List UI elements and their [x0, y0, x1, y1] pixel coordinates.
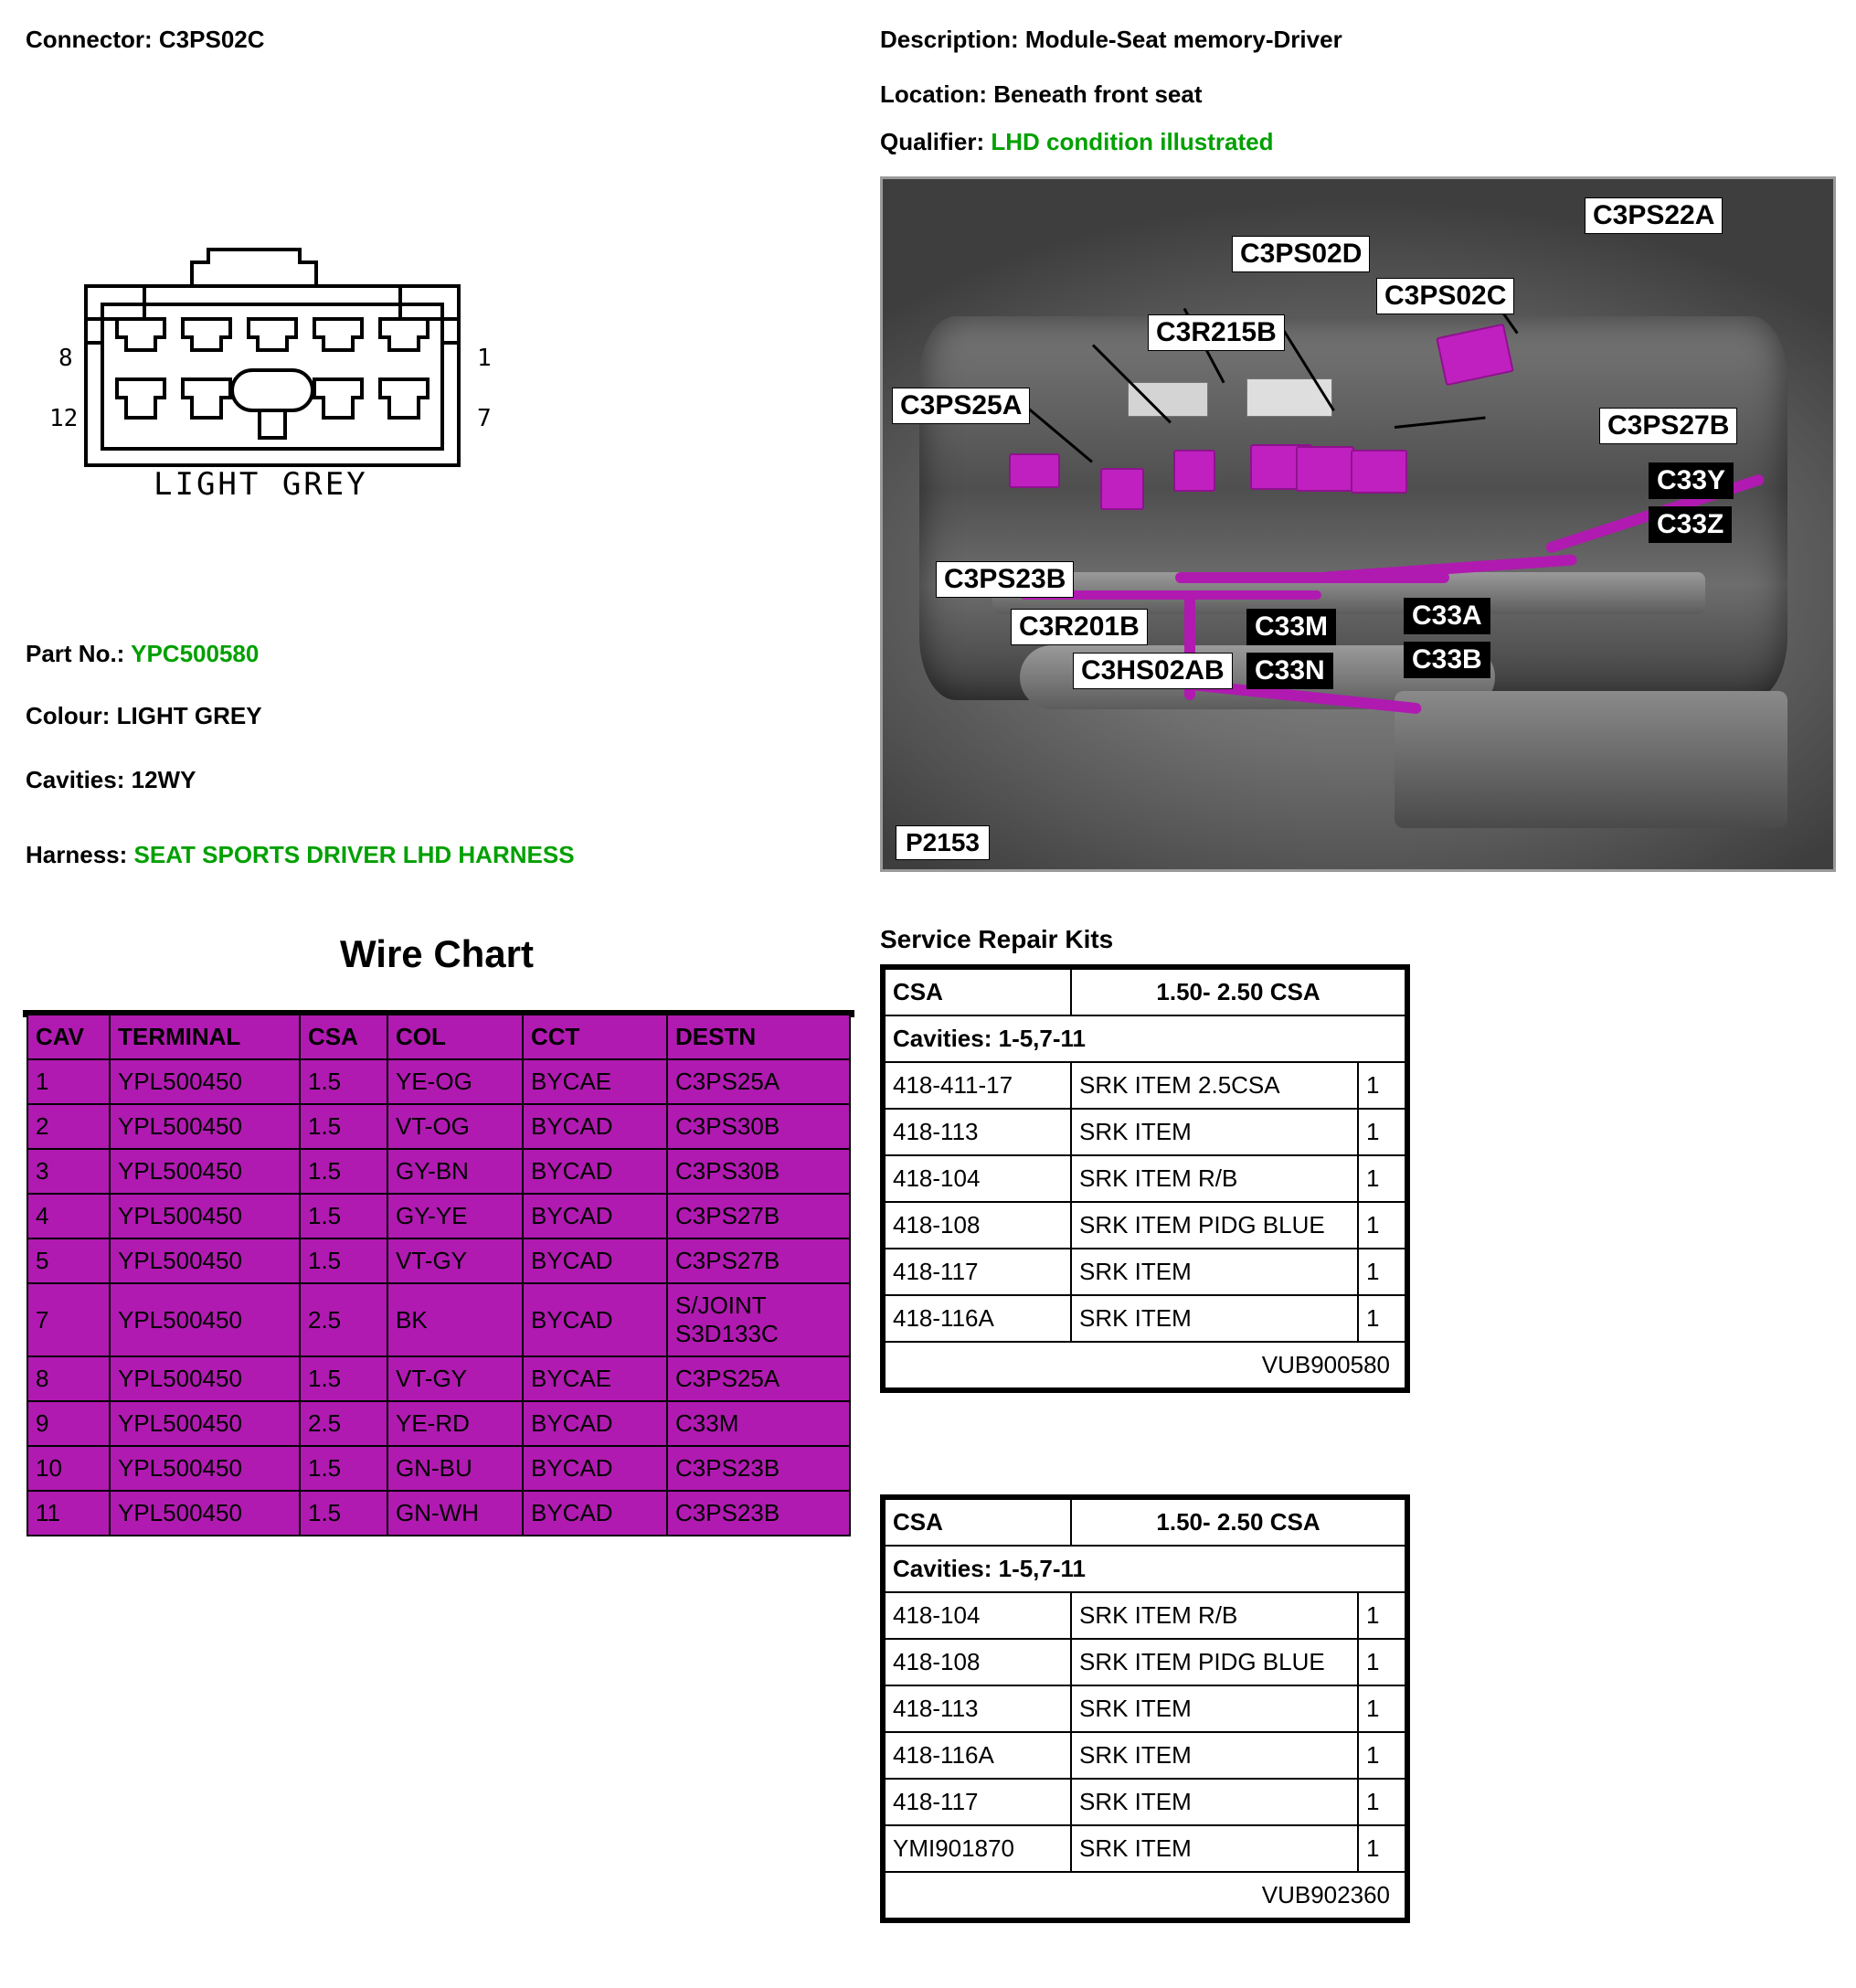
- srk-item-desc: SRK ITEM PIDG BLUE: [1071, 1202, 1358, 1249]
- part-no-value: YPC500580: [131, 640, 260, 667]
- wire-chart-container: [23, 1010, 854, 1526]
- cell-terminal: YPL500450: [110, 1059, 300, 1104]
- srk-item-code: 418-116A: [885, 1732, 1071, 1779]
- srk-item-desc: SRK ITEM: [1071, 1109, 1358, 1155]
- srk-item-qty: 1: [1358, 1592, 1405, 1639]
- wire-col-terminal: TERMINAL: [110, 1015, 300, 1059]
- cell-col: GY-YE: [387, 1194, 523, 1239]
- table-row: [27, 1356, 850, 1401]
- cell-csa: 1.5: [300, 1104, 387, 1149]
- cell-cav: 7: [27, 1283, 110, 1356]
- cell-cct: BYCAD: [523, 1401, 667, 1446]
- table-row: [27, 1446, 850, 1491]
- srk-csa-range: 1.50- 2.50 CSA: [1071, 1499, 1405, 1546]
- table-row: [27, 1194, 850, 1239]
- cell-terminal: YPL500450: [110, 1401, 300, 1446]
- table-row: [885, 1155, 1405, 1202]
- connector-block: [1351, 450, 1407, 494]
- cell-cav: 2: [27, 1104, 110, 1149]
- srk-item-qty: 1: [1358, 1109, 1405, 1155]
- callout-c3ps02c: C3PS02C: [1376, 278, 1514, 314]
- srk-kit-number: VUB900580: [885, 1342, 1405, 1388]
- srk-item-code: 418-113: [885, 1109, 1071, 1155]
- callout-c33a: C33A: [1404, 598, 1490, 634]
- cell-terminal: YPL500450: [110, 1283, 300, 1356]
- cell-csa: 2.5: [300, 1401, 387, 1446]
- srk-footer-row: [885, 1872, 1405, 1919]
- table-row: [27, 1401, 850, 1446]
- pin-label-12: 12: [49, 405, 79, 432]
- table-row: [27, 1239, 850, 1283]
- location-photo: [880, 176, 1836, 872]
- cell-cav: 4: [27, 1194, 110, 1239]
- cell-destn: C3PS23B: [667, 1446, 850, 1491]
- location-line: [880, 80, 1203, 109]
- callout-c33m: C33M: [1246, 609, 1336, 645]
- qualifier-label: Qualifier:: [880, 128, 985, 155]
- table-row: [885, 1732, 1405, 1779]
- callout-c3hs02ab: C3HS02AB: [1073, 653, 1233, 689]
- connector-value: C3PS02C: [158, 26, 265, 53]
- cell-cav: 10: [27, 1446, 110, 1491]
- table-row: [885, 1639, 1405, 1685]
- srk-item-qty: 1: [1358, 1685, 1405, 1732]
- srk-item-code: YMI901870: [885, 1825, 1071, 1872]
- table-row: [27, 1149, 850, 1194]
- srk-cavities: Cavities: 1-5,7-11: [885, 1546, 1405, 1592]
- srk-cavities-row: [885, 1015, 1405, 1062]
- srk-item-desc: SRK ITEM: [1071, 1685, 1358, 1732]
- cell-cct: BYCAD: [523, 1283, 667, 1356]
- cell-terminal: YPL500450: [110, 1446, 300, 1491]
- callout-c3r215b: C3R215B: [1148, 314, 1285, 351]
- table-row: [885, 1825, 1405, 1872]
- srk-item-code: 418-116A: [885, 1295, 1071, 1342]
- cell-terminal: YPL500450: [110, 1149, 300, 1194]
- cell-destn: S/JOINT S3D133C: [667, 1283, 850, 1356]
- cell-destn: C3PS25A: [667, 1356, 850, 1401]
- harness-label: Harness:: [26, 841, 128, 868]
- cell-destn: C3PS27B: [667, 1194, 850, 1239]
- callout-c3ps02d: C3PS02D: [1232, 236, 1370, 272]
- cavities-label: Cavities:: [26, 766, 125, 793]
- connector-block: [1173, 450, 1215, 492]
- grey-connector-shape: [1128, 382, 1208, 417]
- srk-header-row: [885, 969, 1405, 1015]
- srk-item-code: 418-108: [885, 1202, 1071, 1249]
- cell-terminal: YPL500450: [110, 1491, 300, 1536]
- cell-destn: C3PS23B: [667, 1491, 850, 1536]
- cell-col: VT-GY: [387, 1356, 523, 1401]
- srk-item-desc: SRK ITEM R/B: [1071, 1155, 1358, 1202]
- callout-c3ps23b: C3PS23B: [936, 561, 1074, 598]
- srk-item-code: 418-104: [885, 1155, 1071, 1202]
- cell-col: YE-OG: [387, 1059, 523, 1104]
- cell-col: VT-GY: [387, 1239, 523, 1283]
- cell-cav: 5: [27, 1239, 110, 1283]
- part-no-label: Part No.:: [26, 640, 125, 667]
- cell-destn: C3PS30B: [667, 1104, 850, 1149]
- connector-diagram: [26, 233, 519, 535]
- srk-csa-label: CSA: [885, 1499, 1071, 1546]
- table-row: [27, 1283, 850, 1356]
- srk-table-1: [884, 968, 1406, 1389]
- table-row: [885, 1295, 1405, 1342]
- wire-col-col: COL: [387, 1015, 523, 1059]
- connector-block: [1296, 446, 1354, 492]
- srk-item-qty: 1: [1358, 1639, 1405, 1685]
- location-label: Location:: [880, 80, 987, 108]
- qualifier-line: [880, 128, 1273, 156]
- cell-cav: 3: [27, 1149, 110, 1194]
- callout-c3ps25a: C3PS25A: [892, 388, 1030, 424]
- table-row: [885, 1685, 1405, 1732]
- cell-terminal: YPL500450: [110, 1239, 300, 1283]
- connector-block: [1009, 453, 1060, 488]
- callout-c3ps22a: C3PS22A: [1585, 197, 1723, 234]
- srk-item-desc: SRK ITEM: [1071, 1249, 1358, 1295]
- srk-item-qty: 1: [1358, 1062, 1405, 1109]
- srk-item-qty: 1: [1358, 1249, 1405, 1295]
- srk-item-code: 418-108: [885, 1639, 1071, 1685]
- connector-colour-caption: LIGHT GREY: [154, 466, 368, 503]
- cell-col: YE-RD: [387, 1401, 523, 1446]
- photo-reference-code: P2153: [896, 825, 990, 860]
- cell-destn: C3PS25A: [667, 1059, 850, 1104]
- pin-label-1: 1: [477, 345, 492, 372]
- cell-cct: BYCAD: [523, 1446, 667, 1491]
- cavities-value: 12WY: [131, 766, 196, 793]
- description-line: [880, 26, 1342, 54]
- cell-cav: 1: [27, 1059, 110, 1104]
- callout-c3ps27b: C3PS27B: [1599, 408, 1737, 444]
- location-value: Beneath front seat: [993, 80, 1203, 108]
- wire-col-cav: CAV: [27, 1015, 110, 1059]
- service-repair-kit-2: [880, 1494, 1410, 1923]
- cell-col: GN-WH: [387, 1491, 523, 1536]
- srk-item-desc: SRK ITEM: [1071, 1779, 1358, 1825]
- srk-item-desc: SRK ITEM PIDG BLUE: [1071, 1639, 1358, 1685]
- cavities-line: [26, 766, 196, 794]
- srk-item-qty: 1: [1358, 1732, 1405, 1779]
- table-row: [27, 1104, 850, 1149]
- table-row: [885, 1062, 1405, 1109]
- cell-terminal: YPL500450: [110, 1356, 300, 1401]
- cell-csa: 2.5: [300, 1283, 387, 1356]
- srk-table-2: [884, 1498, 1406, 1919]
- cell-cct: BYCAE: [523, 1059, 667, 1104]
- cell-destn: C3PS30B: [667, 1149, 850, 1194]
- srk-item-qty: 1: [1358, 1202, 1405, 1249]
- srk-item-code: 418-113: [885, 1685, 1071, 1732]
- srk-item-qty: 1: [1358, 1779, 1405, 1825]
- cell-cct: BYCAD: [523, 1104, 667, 1149]
- srk-item-code: 418-411-17: [885, 1062, 1071, 1109]
- srk-item-qty: 1: [1358, 1825, 1405, 1872]
- srk-item-desc: SRK ITEM: [1071, 1295, 1358, 1342]
- pin-label-8: 8: [58, 345, 73, 372]
- cell-destn: C3PS27B: [667, 1239, 850, 1283]
- srk-item-desc: SRK ITEM: [1071, 1825, 1358, 1872]
- srk-header-row: [885, 1499, 1405, 1546]
- callout-c33z: C33Z: [1649, 506, 1732, 543]
- cell-col: BK: [387, 1283, 523, 1356]
- connector-block: [1100, 468, 1144, 510]
- seat-base-shape: [1395, 691, 1787, 828]
- colour-label: Colour:: [26, 702, 111, 729]
- grey-connector-shape: [1246, 378, 1332, 417]
- cell-cct: BYCAD: [523, 1194, 667, 1239]
- cell-cav: 9: [27, 1401, 110, 1446]
- table-row: [885, 1109, 1405, 1155]
- harness-line: [26, 841, 575, 869]
- cell-cct: BYCAE: [523, 1356, 667, 1401]
- table-row: [885, 1592, 1405, 1639]
- pin-label-7: 7: [477, 405, 492, 432]
- cell-cct: BYCAD: [523, 1491, 667, 1536]
- srk-cavities-row: [885, 1546, 1405, 1592]
- cell-csa: 1.5: [300, 1491, 387, 1536]
- cell-cav: 8: [27, 1356, 110, 1401]
- harness-value: SEAT SPORTS DRIVER LHD HARNESS: [133, 841, 575, 868]
- srk-item-code: 418-104: [885, 1592, 1071, 1639]
- srk-item-desc: SRK ITEM R/B: [1071, 1592, 1358, 1639]
- table-row: [885, 1202, 1405, 1249]
- description-label: Description:: [880, 26, 1019, 53]
- cell-col: GY-BN: [387, 1149, 523, 1194]
- cell-csa: 1.5: [300, 1059, 387, 1104]
- description-value: Module-Seat memory-Driver: [1024, 26, 1342, 53]
- qualifier-value: LHD condition illustrated: [991, 128, 1274, 155]
- part-no-line: [26, 640, 259, 668]
- srk-cavities: Cavities: 1-5,7-11: [885, 1015, 1405, 1062]
- cell-destn: C33M: [667, 1401, 850, 1446]
- table-row: [27, 1491, 850, 1536]
- wire-col-cct: CCT: [523, 1015, 667, 1059]
- wire-chart-table: [27, 1014, 851, 1536]
- cell-cav: 11: [27, 1491, 110, 1536]
- callout-c3r201b: C3R201B: [1011, 609, 1148, 645]
- cell-col: VT-OG: [387, 1104, 523, 1149]
- cell-csa: 1.5: [300, 1149, 387, 1194]
- cell-cct: BYCAD: [523, 1239, 667, 1283]
- srk-item-code: 418-117: [885, 1249, 1071, 1295]
- cell-cct: BYCAD: [523, 1149, 667, 1194]
- srk-footer-row: [885, 1342, 1405, 1388]
- callout-c33n: C33N: [1246, 653, 1333, 689]
- wire-col-destn: DESTN: [667, 1015, 850, 1059]
- table-row: [27, 1059, 850, 1104]
- callout-c33y: C33Y: [1649, 462, 1734, 499]
- callout-c33b: C33B: [1404, 642, 1490, 678]
- srk-kit-number: VUB902360: [885, 1872, 1405, 1919]
- colour-value: LIGHT GREY: [116, 702, 262, 729]
- srk-item-qty: 1: [1358, 1295, 1405, 1342]
- srk-item-desc: SRK ITEM: [1071, 1732, 1358, 1779]
- connector-label: Connector:: [26, 26, 153, 53]
- service-repair-kits-title: Service Repair Kits: [880, 925, 1114, 953]
- wire-col-csa: CSA: [300, 1015, 387, 1059]
- srk-item-code: 418-117: [885, 1779, 1071, 1825]
- cell-csa: 1.5: [300, 1356, 387, 1401]
- srk-csa-range: 1.50- 2.50 CSA: [1071, 969, 1405, 1015]
- cell-terminal: YPL500450: [110, 1194, 300, 1239]
- cell-csa: 1.5: [300, 1239, 387, 1283]
- wire-chart-header-row: [27, 1015, 850, 1059]
- cell-csa: 1.5: [300, 1446, 387, 1491]
- srk-csa-label: CSA: [885, 969, 1071, 1015]
- cell-col: GN-BU: [387, 1446, 523, 1491]
- table-row: [885, 1249, 1405, 1295]
- colour-line: [26, 702, 262, 730]
- table-row: [885, 1779, 1405, 1825]
- service-repair-kit-1: [880, 964, 1410, 1393]
- cell-terminal: YPL500450: [110, 1104, 300, 1149]
- wire-chart-title: Wire Chart: [340, 932, 534, 975]
- cell-csa: 1.5: [300, 1194, 387, 1239]
- connector-line: [26, 26, 265, 54]
- srk-item-qty: 1: [1358, 1155, 1405, 1202]
- srk-item-desc: SRK ITEM 2.5CSA: [1071, 1062, 1358, 1109]
